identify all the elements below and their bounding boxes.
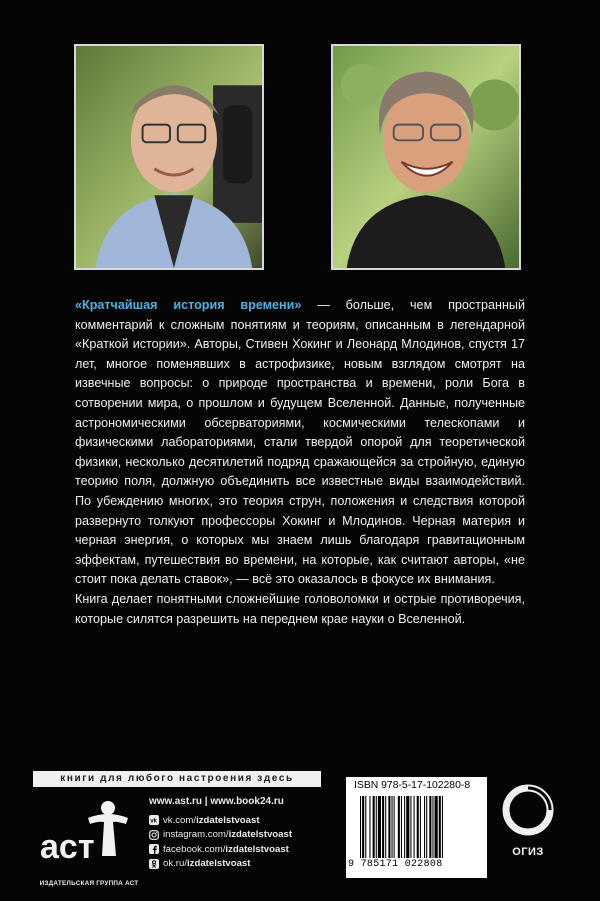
social-link-prefix: facebook.com/ [163, 843, 226, 855]
social-link-prefix: ok.ru/ [163, 858, 187, 870]
barcode-icon [360, 796, 474, 858]
ast-logo-icon [36, 796, 136, 876]
description-paragraph-1-text: — больше, чем пространный комментарий к сложным понятиям и теориям, описанным в легендарной «Краткой истории». Авторы, Стивен Хокинг и Леонард Млодинов, спустя 17 лет, многое поменявших в астрофизике, новым взглядом смотрят на извечные вопросы: о природе пространства и времени, роли Бога в сотворении мира, о прошлом и будущем Вселенной. Данные, полученные астрономическими обсерваториями, космическими телескопами и физическими лабораториями, стали твердой опорой для теоретической физики, несколько десятилетий подряд сражающейся за стройную, единую теорию поля, должную объединить все известные виды взаимодействий. По убеждению многих, это теория струн, положения и следствия которой развернуто толкуют профессоры Хокинг и Млодинов. Черная материя и черная энергия, о которых мы знаем лишь благодаря гравитационным эффектам, путешествия во времени, на которые, как считают авторы, «не стоит пока делать ставок», — всё это оказалось в фокусе их внимания. [75, 298, 525, 587]
ast-logo-text: аст [40, 828, 95, 866]
odnoklassniki-icon [149, 859, 159, 869]
publisher-links [149, 796, 292, 871]
photo-mlodinow [331, 44, 521, 270]
description-text [75, 296, 525, 629]
social-link-facebook[interactable] [149, 842, 292, 857]
social-link-prefix: instagram.com/ [163, 829, 229, 841]
ogiz-logo-icon [500, 780, 556, 876]
social-link-ok[interactable] [149, 857, 292, 872]
description-paragraph-2: Книга делает понятными сложнейшие головоломки и острые противоречия, которые силятся разрешить на переднем крае науки о Вселенной. [75, 591, 525, 626]
social-link-instagram[interactable] [149, 828, 292, 843]
vk-icon [149, 815, 159, 825]
publisher-caption: ИЗДАТЕЛЬСКАЯ ГРУППА АСТ [39, 880, 139, 887]
social-link-prefix: vk.com/ [163, 814, 197, 826]
social-link-handle: izdatelstvoast [228, 829, 293, 841]
social-link-handle: izdatelstvoast [225, 843, 289, 855]
facebook-icon [149, 844, 159, 854]
book-title-highlight: «Кратчайшая история времени» [75, 298, 302, 312]
imprint-name: ОГИЗ [512, 846, 544, 858]
isbn-barcode-box [346, 777, 487, 878]
social-link-handle: izdatelstvoast [187, 858, 251, 870]
website-links[interactable]: www.ast.ru | www.book24.ru [149, 796, 284, 807]
description-paragraph-1 [75, 296, 525, 590]
portrait-photo-icon [76, 46, 262, 268]
portrait-photo-icon [333, 46, 519, 268]
isbn-label: ISBN 978-5-17-102280-8 [354, 780, 471, 791]
tagline-bar: книги для любого настроения здесь [33, 771, 321, 787]
barcode-digits: 9 785171 022808 [348, 859, 443, 870]
photo-hawking [74, 44, 264, 270]
instagram-icon [149, 830, 159, 840]
ast-logo [36, 796, 136, 876]
svg-text:vk: vk [150, 818, 157, 825]
social-link-vk[interactable] [149, 813, 292, 828]
social-link-handle: izdatelstvoast [196, 814, 260, 826]
